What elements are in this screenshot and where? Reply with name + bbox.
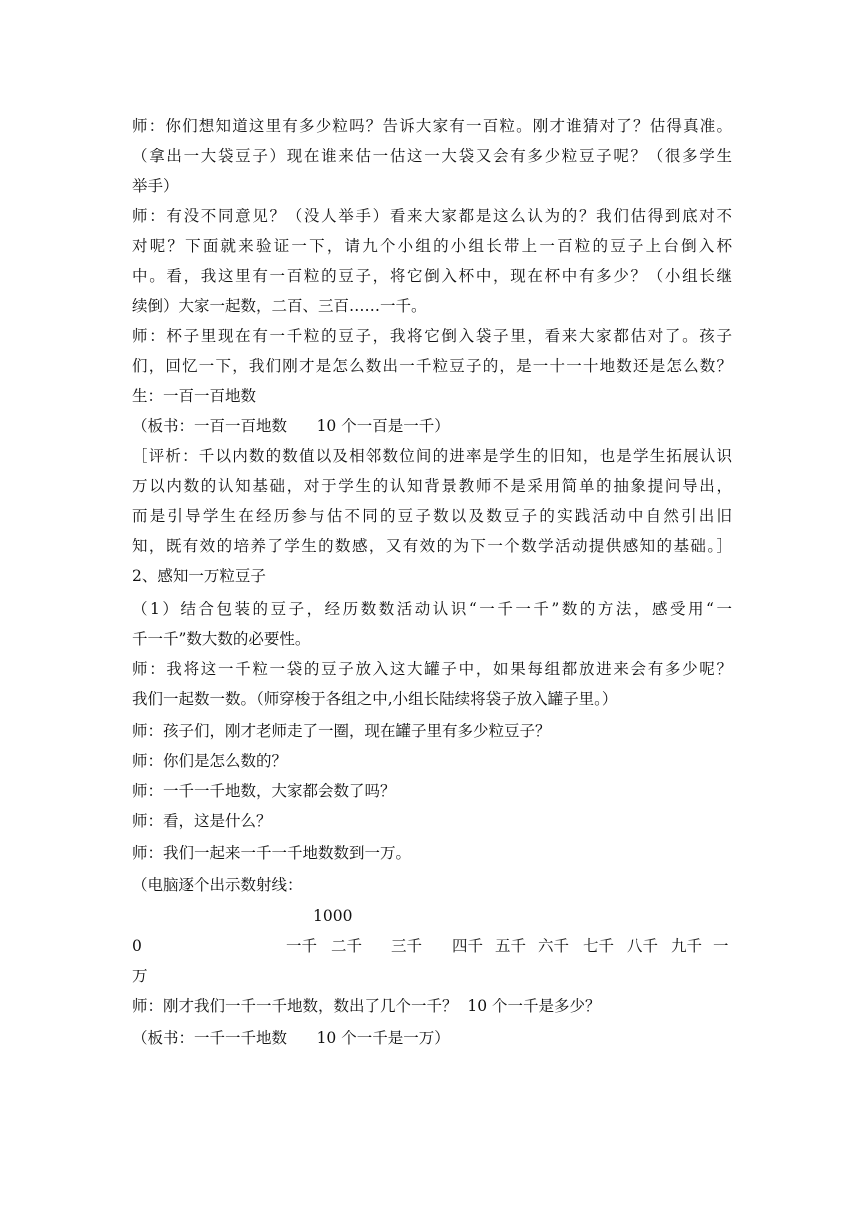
numberline-label: 九千 [671,937,703,955]
text-line: 对呢？下面就来验证一下，请九个小组的小组长带上一百粒的豆子上台倒入杯 [132,237,732,255]
text-line: 师：我们一起来一千一千地数数到一万。 [132,844,412,862]
numberline-label: 五千 [495,937,527,955]
numberline-label: 三千 [391,937,423,955]
text-line: （拿出一大袋豆子）现在谁来估一估这一大袋又会有多少粒豆子呢？（很多学生 [132,147,732,165]
text-line: 师：看，这是什么？ [132,812,272,830]
text-line: 而是引导学生在经历参与估不同的豆子数以及数豆子的实践活动中自然引出旧 [132,507,732,525]
text-line: 知，既有效的培养了学生的数感，又有效的为下一个数学活动提供感知的基础。］ [132,537,732,555]
numberline-label: 八千 [627,937,659,955]
text-line: 万以内数的认知基础，对于学生的认知背景教师不是采用简单的抽象提问导出， [132,477,732,495]
numberline-wrap: 万 [132,967,148,985]
numberline-label: 一 [713,937,729,955]
numberline-label: 一千 [286,937,318,955]
text-line: 师：有没不同意见？（没人举手）看来大家都是这么认为的？我们估得到底对不 [132,207,732,225]
numberline-label: 六千 [538,937,570,955]
text-line: 师：你们是怎么数的？ [132,752,288,770]
text-line: 中。看，我这里有一百粒的豆子，将它倒入杯中，现在杯中有多少？（小组长继 [132,267,732,285]
text-line: 师：刚才我们一千一千地数，数出了几个一千？ 10 个一千是多少？ [132,997,601,1015]
section-heading: 2、感知一万粒豆子 [132,567,266,585]
text-line: 举手） [132,177,179,195]
text-line: 我们一起数一数。（师穿梭于各组之中,小组长陆续将袋子放入罐子里。） [132,690,618,708]
text-line: 师：杯子里现在有一千粒的豆子，我将它倒入袋子里，看来大家都估对了。孩子 [132,327,732,345]
text-line: ［评析：千以内数的数值以及相邻数位间的进率是学生的旧知，也是学生拓展认识 [132,447,732,465]
text-line: 师：你们想知道这里有多少粒吗？告诉大家有一百粒。刚才谁猜对了？估得真准。 [132,117,732,135]
numberline-label: 二千 [331,937,363,955]
text-line: 师：我将这一千粒一袋的豆子放入这大罐子中，如果每组都放进来会有多少呢？ [132,660,732,678]
text-line: 师：孩子们，刚才老师走了一圈，现在罐子里有多少粒豆子？ [132,722,551,740]
text-line: 千一千”数大数的必要性。 [132,630,311,648]
text-line: （电脑逐个出示数射线： [132,876,303,894]
text-line: 生：一百一百地数 [132,387,257,405]
text-line: 续倒）大家一起数，二百、三百……一千。 [132,297,427,315]
numberline-label: 七千 [583,937,615,955]
numberline-zero: 0 [132,937,142,955]
text-line: 师：一千一千地数，大家都会数了吗？ [132,782,396,800]
text-line: （1）结合包装的豆子，经历数数活动认识“一千一千”数的方法，感受用“一 [132,600,732,618]
numberline-label: 四千 [452,937,484,955]
text-line: 们，回忆一下，我们刚才是怎么数出一千粒豆子的，是一十一十地数还是怎么数？ [132,357,732,375]
board-note: （板书：一千一千地数 10 个一千是一万） [132,1029,450,1047]
numberline-top-label: 1000 [313,907,353,925]
board-note: （板书：一百一百地数 10 个一百是一千） [132,417,450,435]
